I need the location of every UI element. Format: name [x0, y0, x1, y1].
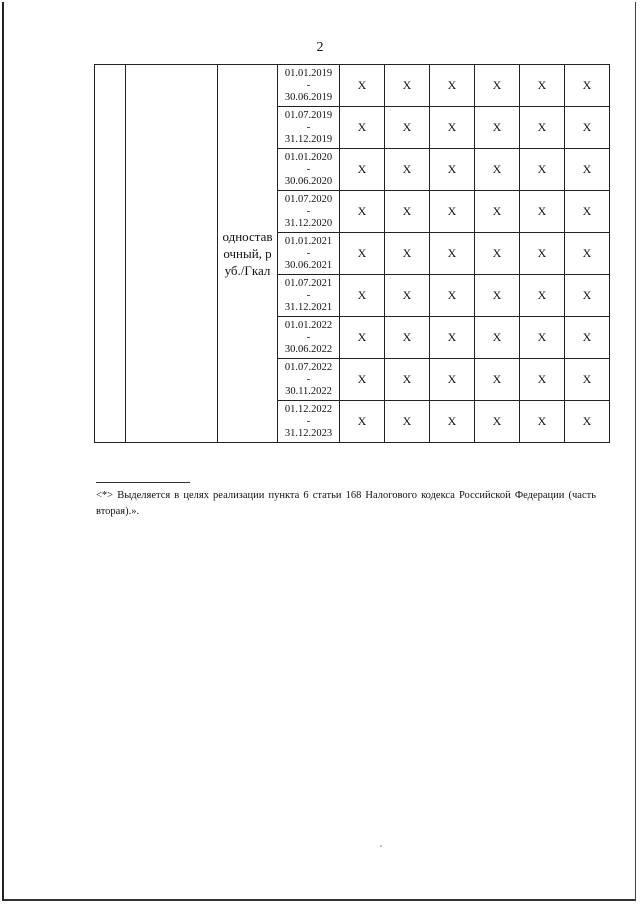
period-start: 01.01.2022 — [284, 319, 333, 331]
value-cell: X — [430, 149, 475, 191]
empty-cell-b — [126, 65, 218, 443]
period-dash: - — [306, 331, 311, 343]
period-cell — [278, 191, 340, 233]
period-cell — [278, 233, 340, 275]
value-cell: X — [520, 149, 565, 191]
value-cell: X — [520, 401, 565, 443]
value-cell: X — [430, 401, 475, 443]
value-cell: X — [430, 65, 475, 107]
period-dash: - — [306, 373, 311, 385]
value-cell: X — [565, 233, 610, 275]
period-dash: - — [306, 205, 311, 217]
value-cell: X — [385, 191, 430, 233]
value-cell: X — [430, 107, 475, 149]
value-cell: X — [340, 359, 385, 401]
value-cell: X — [475, 275, 520, 317]
page-number: 2 — [316, 40, 324, 55]
table-body — [95, 65, 610, 443]
value-cell: X — [430, 233, 475, 275]
value-cell: X — [385, 359, 430, 401]
period-end: 31.12.2021 — [284, 301, 333, 313]
scan-speck — [380, 845, 382, 847]
value-cell: X — [520, 359, 565, 401]
unit-label: одноставочный, руб./Гкал — [218, 65, 278, 443]
value-cell: X — [385, 317, 430, 359]
value-cell: X — [565, 275, 610, 317]
value-cell: X — [385, 107, 430, 149]
value-cell: X — [475, 191, 520, 233]
period-start: 01.01.2021 — [284, 235, 333, 247]
value-cell: X — [475, 359, 520, 401]
value-cell: X — [565, 107, 610, 149]
value-cell: X — [520, 317, 565, 359]
period-start: 01.01.2020 — [284, 151, 333, 163]
value-cell: X — [385, 401, 430, 443]
value-cell: X — [520, 275, 565, 317]
period-end: 30.06.2022 — [284, 343, 333, 355]
period-cell — [278, 275, 340, 317]
value-cell: X — [430, 359, 475, 401]
period-cell — [278, 149, 340, 191]
period-end: 30.06.2020 — [284, 175, 333, 187]
period-end: 30.11.2022 — [285, 385, 332, 397]
table-row — [95, 65, 610, 107]
value-cell: X — [340, 317, 385, 359]
value-cell: X — [565, 401, 610, 443]
value-cell: X — [340, 107, 385, 149]
period-dash: - — [306, 289, 311, 301]
period-cell — [278, 65, 340, 107]
period-end: 31.12.2023 — [284, 427, 333, 439]
value-cell: X — [340, 149, 385, 191]
value-cell: X — [565, 65, 610, 107]
value-cell: X — [520, 233, 565, 275]
value-cell: X — [520, 107, 565, 149]
tariff-table — [94, 64, 610, 443]
period-end: 30.06.2019 — [284, 91, 333, 103]
value-cell: X — [565, 359, 610, 401]
period-cell — [278, 359, 340, 401]
footnote-text: <*> Выделяется в целях реализации пункта 6 статьи 168 Налогового кодекса Российской Федерации (часть вторая).». — [96, 490, 596, 517]
period-start: 01.12.2022 — [284, 403, 333, 415]
period-dash: - — [306, 247, 311, 259]
period-dash: - — [306, 415, 311, 427]
period-end: 30.06.2021 — [284, 259, 333, 271]
period-cell — [278, 401, 340, 443]
period-start: 01.07.2021 — [284, 277, 333, 289]
footnote-divider — [96, 482, 190, 483]
value-cell: X — [565, 317, 610, 359]
period-cell — [278, 317, 340, 359]
value-cell: X — [430, 317, 475, 359]
value-cell: X — [565, 149, 610, 191]
value-cell: X — [475, 149, 520, 191]
period-end: 31.12.2019 — [284, 133, 333, 145]
value-cell: X — [340, 65, 385, 107]
value-cell: X — [475, 107, 520, 149]
value-cell: X — [475, 233, 520, 275]
period-end: 31.12.2020 — [284, 217, 333, 229]
period-start: 01.07.2019 — [284, 109, 333, 121]
period-dash: - — [306, 79, 311, 91]
value-cell: X — [385, 275, 430, 317]
value-cell: X — [385, 149, 430, 191]
period-start: 01.01.2019 — [284, 67, 333, 79]
value-cell: X — [385, 65, 430, 107]
value-cell: X — [520, 191, 565, 233]
value-cell: X — [520, 65, 565, 107]
value-cell: X — [475, 317, 520, 359]
empty-cell-a — [95, 65, 126, 443]
value-cell: X — [565, 191, 610, 233]
value-cell: X — [430, 191, 475, 233]
period-start: 01.07.2022 — [284, 361, 333, 373]
value-cell: X — [340, 275, 385, 317]
value-cell: X — [475, 401, 520, 443]
period-dash: - — [306, 163, 311, 175]
period-dash: - — [306, 121, 311, 133]
value-cell: X — [340, 191, 385, 233]
period-start: 01.07.2020 — [284, 193, 333, 205]
value-cell: X — [340, 233, 385, 275]
value-cell: X — [430, 275, 475, 317]
value-cell: X — [340, 401, 385, 443]
value-cell: X — [475, 65, 520, 107]
value-cell: X — [385, 233, 430, 275]
period-cell — [278, 107, 340, 149]
